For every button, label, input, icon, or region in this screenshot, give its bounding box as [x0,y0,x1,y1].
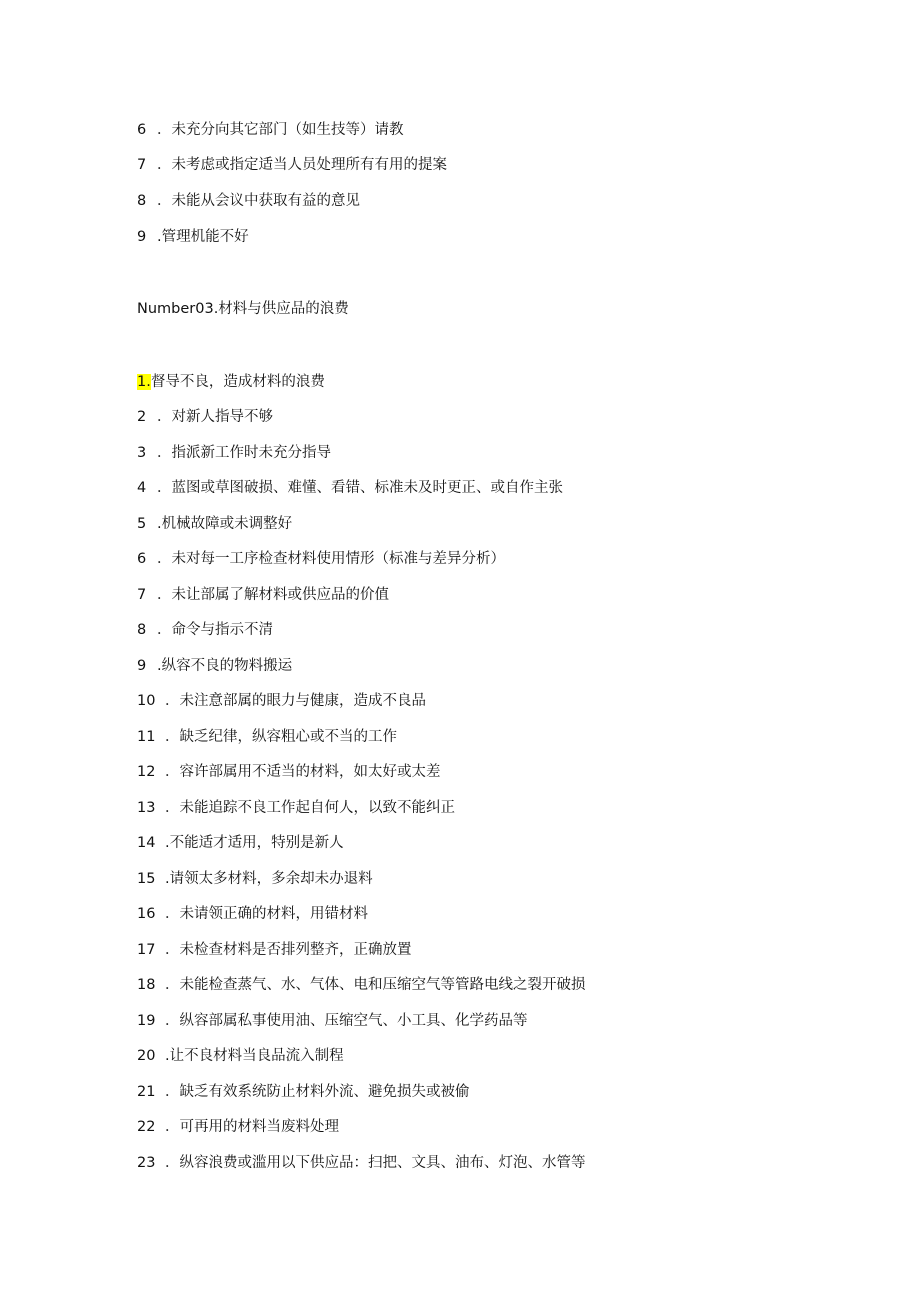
list-item [137,654,292,678]
item-text: ．未考虑或指定适当人员处理所有有用的提案 [157,157,447,173]
item-number: 7 [137,587,147,603]
item-text: ．指派新工作时未充分指导 [157,445,331,461]
list-item [137,760,441,784]
list-item [137,618,273,642]
item-text: ．未请领正确的材料，用错材料 [165,906,368,922]
list-item [137,1151,586,1175]
item-number: 20 [137,1048,156,1064]
list-item [137,689,426,713]
item-text: ．未让部属了解材料或供应品的价值 [157,587,389,603]
item-text: ．缺乏纪律，纵容粗心或不当的工作 [165,729,397,745]
list-item [137,831,344,855]
item-number: 9 [137,229,147,245]
item-number: 6 [137,122,147,138]
item-number: 8 [137,193,147,209]
list-item [137,441,331,465]
section-heading: Number03.材料与供应品的浪费 [137,301,349,317]
list-item [137,583,389,607]
item-text: ．未充分向其它部门（如生技等）请教 [157,122,404,138]
item-number: 7 [137,157,147,173]
list-item [137,189,360,213]
list-item [137,938,412,962]
item-text: .纵容不良的物料搬运 [157,658,293,674]
item-number: 5 [137,516,147,532]
item-text: ．容许部属用不适当的材料，如太好或太差 [165,764,441,780]
item-text: ．蓝图或草图破损、难懂、看错、标准未及时更正、或自作主张 [157,480,563,496]
item-number: 2 [137,409,147,425]
item-text: ．未注意部属的眼力与健康，造成不良品 [165,693,426,709]
list-item [137,725,397,749]
item-text: ．未能追踪不良工作起自何人，以致不能纠正 [165,800,455,816]
item-text: .让不良材料当良品流入制程 [165,1048,344,1064]
item-text: ．未能检查蒸气、水、气体、电和压缩空气等管路电线之裂开破损 [165,977,586,993]
item-number: 15 [137,871,156,887]
list-item [137,1044,344,1068]
list-item [137,867,373,891]
item-text: .不能适才适用，特别是新人 [165,835,344,851]
item-number-highlighted: 1. [137,374,151,390]
item-text: ．命令与指示不清 [157,622,273,638]
list-item [137,153,447,177]
item-text: .管理机能不好 [157,229,249,245]
item-number: 16 [137,906,156,922]
list-item [137,1080,470,1104]
item-text: ．未检查材料是否排列整齐，正确放置 [165,942,412,958]
item-text: ．纵容浪费或滥用以下供应品：扫把、文具、油布、灯泡、水管等 [165,1155,586,1171]
item-number: 4 [137,480,147,496]
list-item [137,973,586,997]
item-text: .机械故障或未调整好 [157,516,293,532]
item-number: 22 [137,1119,156,1135]
list-item [137,370,325,394]
list-item [137,225,249,249]
item-text: ．对新人指导不够 [157,409,273,425]
item-number: 14 [137,835,156,851]
item-number: 18 [137,977,156,993]
item-number: 13 [137,800,156,816]
list-item [137,796,455,820]
list-item [137,1009,528,1033]
list-item [137,405,273,429]
item-number: 23 [137,1155,156,1171]
item-number: 6 [137,551,147,567]
item-text: .请领太多材料，多余却未办退料 [165,871,373,887]
item-number: 19 [137,1013,156,1029]
item-text: 督导不良，造成材料的浪费 [150,374,325,390]
item-number: 10 [137,693,156,709]
list-item [137,476,563,500]
item-number: 3 [137,445,147,461]
item-text: ．缺乏有效系统防止材料外流、避免损失或被偷 [165,1084,470,1100]
list-item [137,512,292,536]
item-text: ．未对每一工序检查材料使用情形（标准与差异分析） [157,551,505,567]
item-number: 21 [137,1084,156,1100]
item-number: 9 [137,658,147,674]
item-number: 11 [137,729,156,745]
item-text: ．可再用的材料当废料处理 [165,1119,339,1135]
list-item [137,1115,339,1139]
item-number: 17 [137,942,156,958]
list-item [137,902,368,926]
list-item [137,118,404,142]
item-number: 12 [137,764,156,780]
item-text: ．纵容部属私事使用油、压缩空气、小工具、化学药品等 [165,1013,528,1029]
item-text: ．未能从会议中获取有益的意见 [157,193,360,209]
list-item [137,547,505,571]
item-number: 8 [137,622,147,638]
